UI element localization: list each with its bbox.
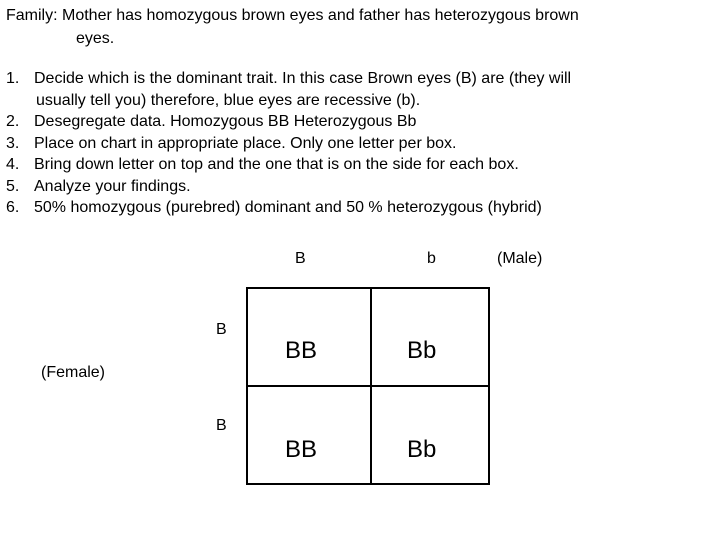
step-item bbox=[6, 111, 706, 133]
step-item bbox=[6, 68, 706, 111]
step-number: 3. bbox=[6, 134, 20, 152]
step-item bbox=[6, 133, 706, 155]
family-description bbox=[6, 4, 696, 50]
step-text: Desegregate data. Homozygous BB Heterozygous Bb bbox=[34, 113, 417, 130]
step-text-continuation: usually tell you) therefore, blue eyes are recessive (b). bbox=[36, 91, 421, 109]
family-description-line-2: eyes. bbox=[76, 30, 115, 47]
male-label: (Male) bbox=[497, 250, 543, 267]
step-number: 4. bbox=[6, 156, 20, 173]
punnett-cell-1-1: BB bbox=[285, 337, 318, 364]
punnett-cell-2-2: Bb bbox=[407, 436, 437, 463]
family-description-line-1: Family: Mother has homozygous brown eyes and father has heterozygous brown bbox=[6, 7, 579, 24]
step-text: Place on chart in appropriate place. Only one letter per box. bbox=[34, 134, 457, 152]
step-text: 50% homozygous (purebred) dominant and 50 % heterozygous (hybrid) bbox=[34, 199, 542, 216]
step-item bbox=[6, 197, 706, 219]
male-allele-2: b bbox=[427, 250, 436, 267]
steps-list bbox=[6, 68, 706, 219]
punnett-cell-1-2: Bb bbox=[407, 337, 437, 364]
step-item bbox=[6, 176, 706, 198]
step-number: 1. bbox=[6, 70, 20, 87]
female-label: (Female) bbox=[41, 364, 106, 381]
step-text: Decide which is the dominant trait. In this case Brown eyes (B) are (they will bbox=[34, 70, 572, 87]
punnett-cell-2-1: BB bbox=[285, 436, 318, 463]
step-text: Analyze your findings. bbox=[34, 177, 191, 195]
punnett-square bbox=[246, 287, 490, 485]
female-allele-2: B bbox=[216, 417, 227, 434]
step-number: 5. bbox=[6, 177, 20, 195]
punnett-divider-horizontal bbox=[248, 385, 488, 387]
step-number: 6. bbox=[6, 199, 20, 216]
step-item bbox=[6, 154, 706, 176]
male-allele-1: B bbox=[295, 250, 306, 267]
step-number: 2. bbox=[6, 113, 20, 130]
step-text: Bring down letter on top and the one that is on the side for each box. bbox=[34, 156, 519, 173]
female-allele-1: B bbox=[216, 321, 227, 338]
